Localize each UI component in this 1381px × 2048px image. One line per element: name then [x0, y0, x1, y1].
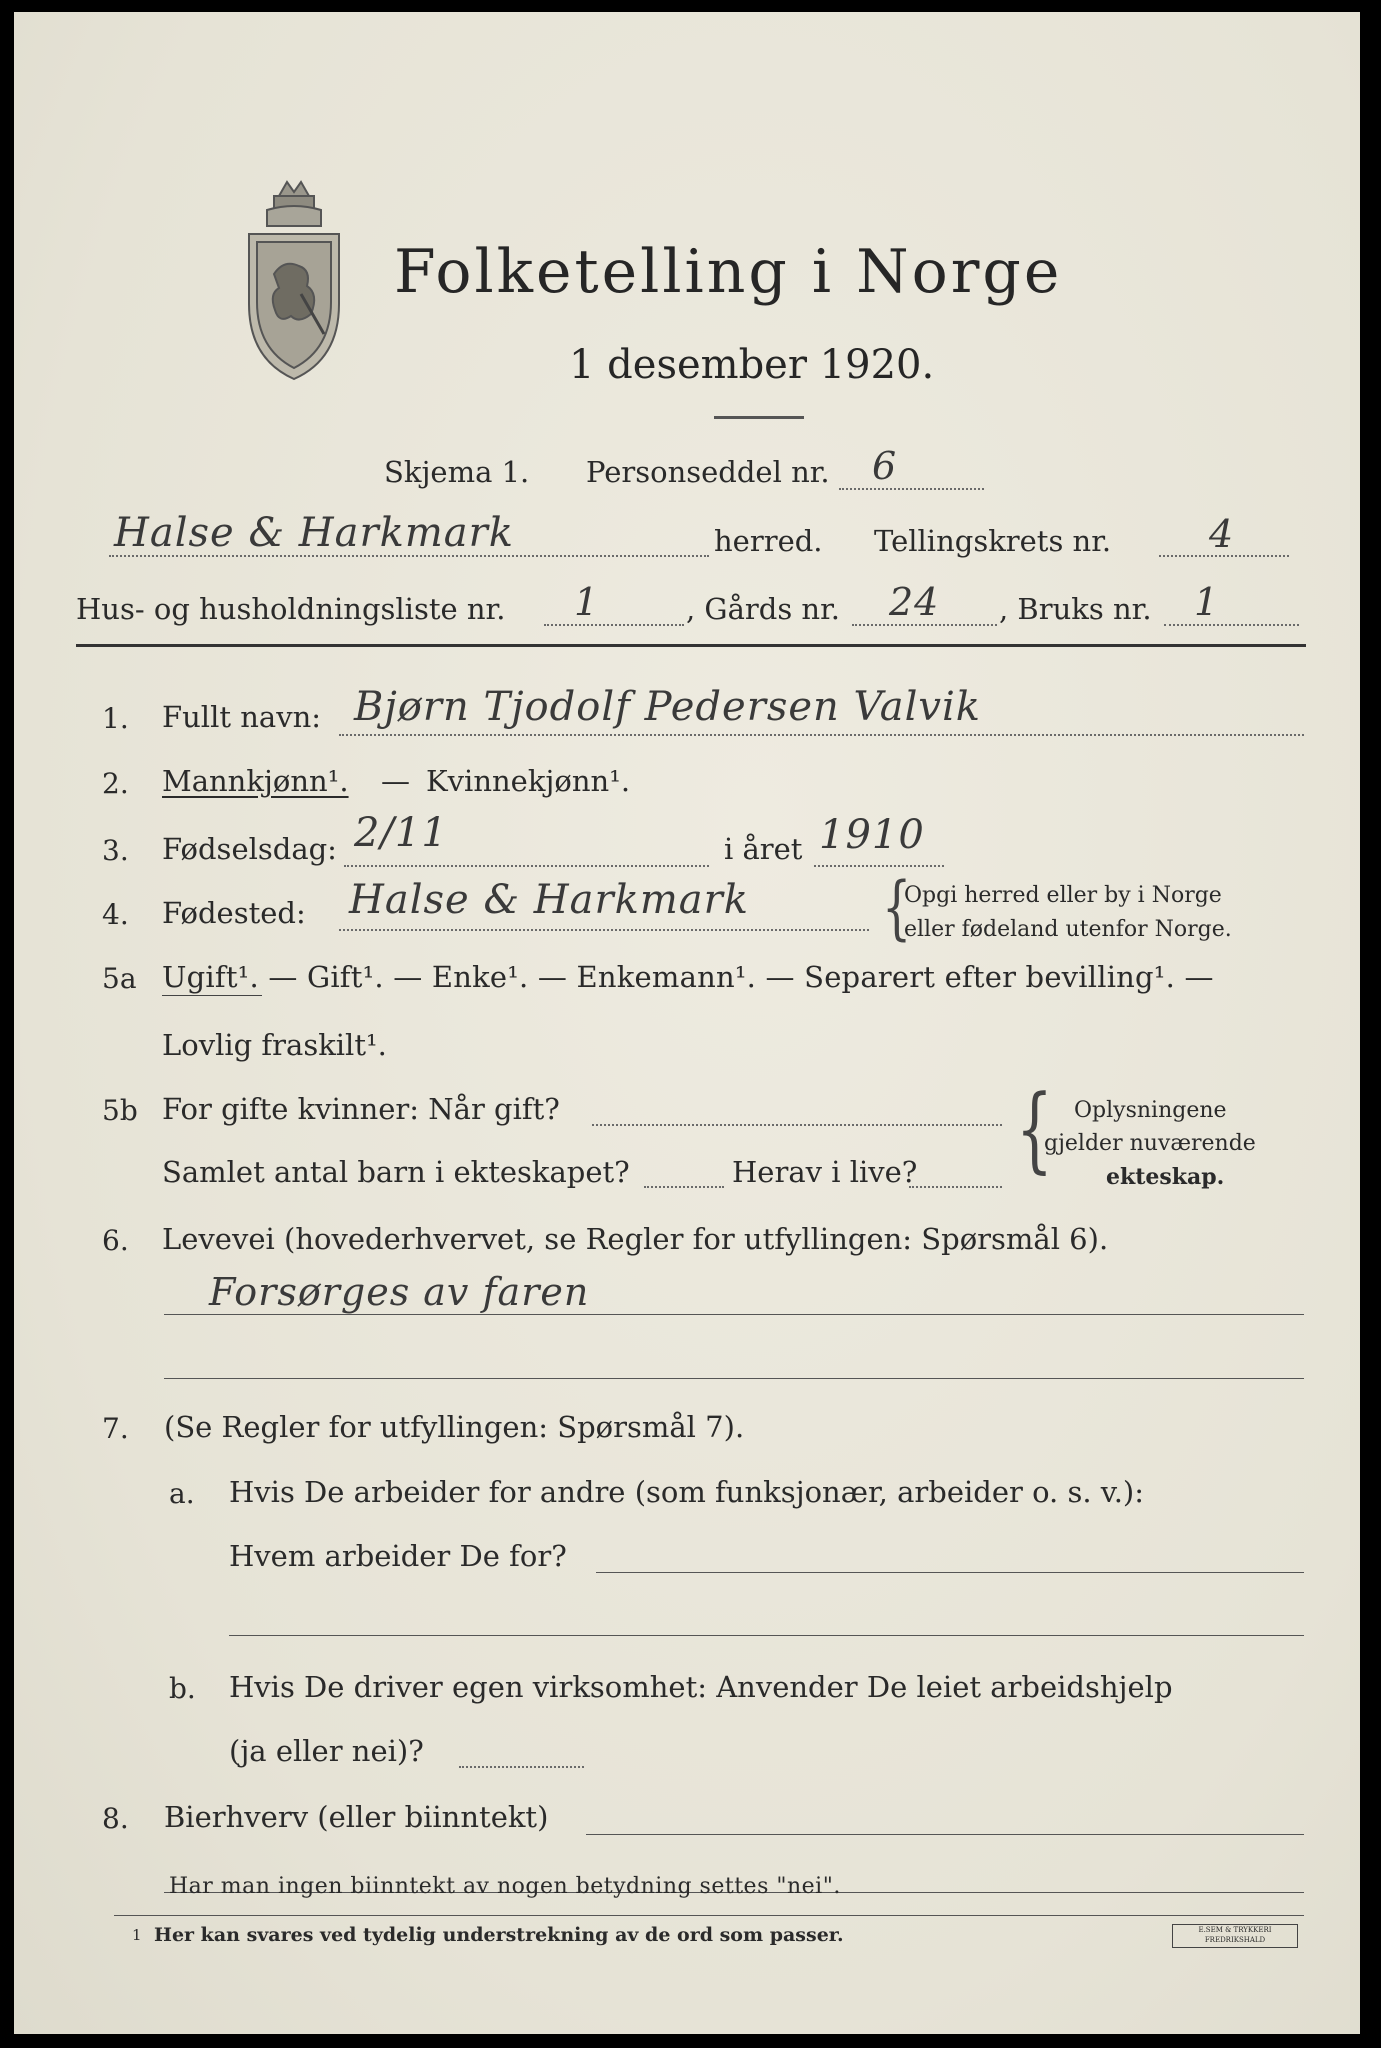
q3-number: 3. [102, 834, 129, 867]
birthplace-value[interactable]: Halse & Harkmark [349, 877, 749, 923]
gender-male-option[interactable]: Mannkjønn¹. [162, 764, 349, 798]
ugift-underline [162, 995, 262, 996]
q6-number: 6. [102, 1224, 129, 1257]
q5b-children-label: Samlet antal barn i ekteskapet? [162, 1155, 630, 1189]
husliste-value[interactable]: 1 [574, 580, 600, 624]
skjema-label: Skjema 1. [384, 455, 530, 489]
gards-value[interactable]: 24 [889, 580, 940, 624]
q8-field-line [586, 1834, 1304, 1835]
gards-label: , Gårds nr. [686, 592, 840, 626]
tellingskrets-value[interactable]: 4 [1209, 512, 1235, 556]
printer-stamp: E.SEM & TRYKKERI FREDRIKSHALD [1172, 1924, 1298, 1948]
q8-label: Bierhverv (eller biinntekt) [164, 1800, 549, 1834]
census-form-sheet [14, 12, 1360, 2034]
marital-status-options[interactable]: Ugift¹. — Gift¹. — Enke¹. — Enkemann¹. — Separert efter bevilling¹. — [162, 960, 1214, 994]
q6-field-line-1 [164, 1314, 1304, 1315]
q5b-married-when-line [592, 1124, 1002, 1126]
q4-number: 4. [102, 898, 129, 931]
marital-status-divorced[interactable]: Lovlig fraskilt¹. [162, 1028, 387, 1062]
q6-label: Levevei (hovederhvervet, se Regler for utfyllingen: Spørsmål 6). [162, 1222, 1109, 1256]
q5b-children-line [644, 1186, 724, 1188]
birth-year-value[interactable]: 1910 [819, 812, 925, 858]
q8-number: 8. [102, 1802, 129, 1835]
q4-label: Fødested: [162, 896, 306, 930]
q4-note-brace: { [882, 866, 912, 948]
q4-field-line [339, 929, 869, 931]
q7a-question: Hvis De arbeider for andre (som funksjonær, arbeider o. s. v.): [229, 1475, 1145, 1509]
bruks-field-line [1164, 624, 1299, 626]
q5b-note-brace: { [1016, 1074, 1053, 1184]
personseddel-field-line [839, 488, 984, 490]
q1-field-line [339, 734, 1304, 736]
q4-note-line2: eller fødeland utenfor Norge. [904, 917, 1232, 942]
q5b-number: 5b [102, 1094, 138, 1127]
q6-field-line-2 [164, 1378, 1304, 1379]
footer-divider [114, 1915, 1304, 1916]
q7-label: (Se Regler for utfyllingen: Spørsmål 7). [164, 1410, 745, 1444]
bruks-label: , Bruks nr. [999, 592, 1152, 626]
personseddel-label: Personseddel nr. [586, 455, 830, 489]
form-date: 1 desember 1920. [569, 342, 935, 388]
q5b-note-line3: ekteskap. [1106, 1164, 1225, 1190]
q7b-answer-label: (ja eller nei)? [229, 1734, 424, 1768]
bruks-value[interactable]: 1 [1194, 580, 1220, 624]
q1-number: 1. [102, 702, 129, 735]
q7a-employer-line [596, 1572, 1304, 1573]
q5a-number: 5a [102, 962, 137, 995]
q3-day-field-line [344, 865, 709, 867]
personseddel-value[interactable]: 6 [872, 444, 898, 488]
q5b-note-line2: gjelder nuværende [1044, 1131, 1256, 1156]
q3-year-label: i året [724, 832, 803, 866]
q3-label: Fødselsdag: [162, 832, 337, 866]
herred-label: herred. [714, 524, 823, 558]
header-divider [76, 644, 1306, 647]
husliste-label: Hus- og husholdningsliste nr. [76, 592, 506, 626]
title-divider [714, 416, 804, 419]
q5b-note-line1: Oplysningene [1074, 1098, 1227, 1123]
q7a-employer-label: Hvem arbeider De for? [229, 1539, 567, 1573]
q7b-question: Hvis De driver egen virksomhet: Anvender De leiet arbeidshjelp [229, 1670, 1173, 1704]
gender-separator: — [381, 764, 410, 798]
gards-field-line [852, 624, 997, 626]
q7a-employer-line-2 [229, 1635, 1304, 1636]
q5b-alive-line [909, 1186, 1002, 1188]
coat-of-arms-icon [229, 174, 359, 389]
q7a-letter: a. [169, 1477, 195, 1510]
q2-number: 2. [102, 767, 129, 800]
q4-note-line1: Opgi herred eller by i Norge [904, 883, 1222, 908]
footer-note: Har man ingen biinntekt av nogen betydning settes "nei". [169, 1874, 841, 1899]
gender-female-option[interactable]: Kvinnekjønn¹. [426, 764, 631, 798]
q7b-letter: b. [169, 1672, 196, 1705]
herred-value[interactable]: Halse & Harkmark [114, 510, 514, 556]
husliste-field-line [544, 624, 684, 626]
q5b-alive-label: Herav i live? [732, 1155, 918, 1189]
tellingskrets-label: Tellingskrets nr. [874, 524, 1112, 558]
footnote-number: 1 [132, 1926, 142, 1944]
footnote-text: Her kan svares ved tydelig understrekning av de ord som passer. [154, 1924, 844, 1946]
q7b-answer-line [459, 1766, 584, 1768]
q3-year-field-line [814, 865, 944, 867]
q7-number: 7. [102, 1412, 129, 1445]
full-name-value[interactable]: Bjørn Tjodolf Pedersen Valvik [354, 684, 981, 730]
q1-label: Fullt navn: [162, 700, 322, 734]
birthday-value[interactable]: 2/11 [354, 810, 448, 856]
q5b-married-when-label: For gifte kvinner: Når gift? [162, 1092, 560, 1126]
occupation-value[interactable]: Forsørges av faren [209, 1270, 590, 1314]
form-title: Folketelling i Norge [394, 237, 1063, 307]
